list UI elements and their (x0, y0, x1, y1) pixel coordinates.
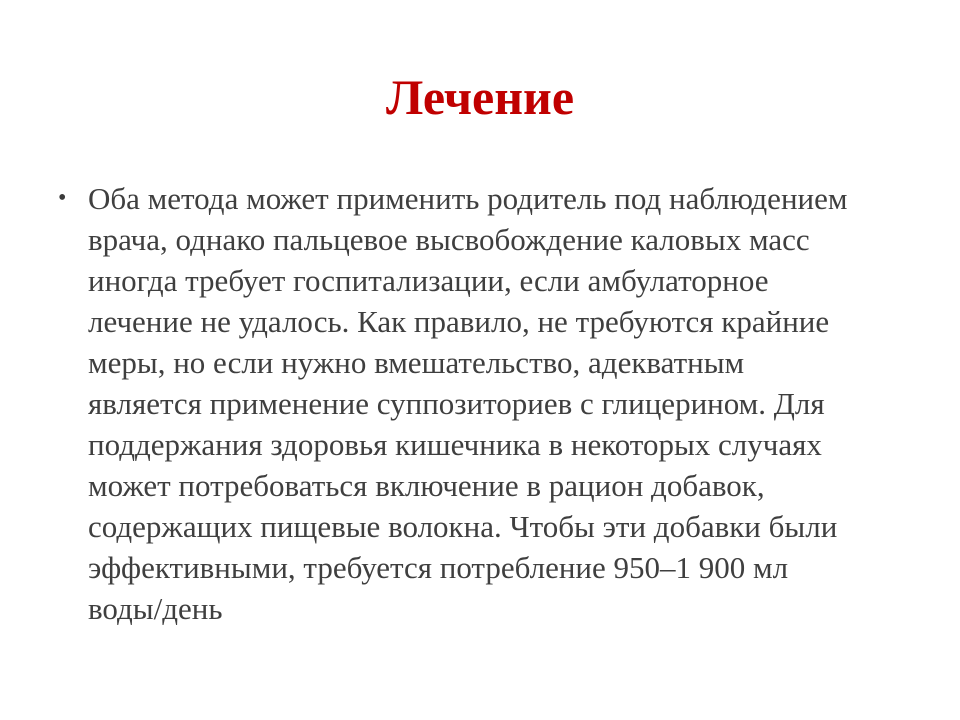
text-line: поддержания здоровья кишечника в некоторых случаях (88, 427, 822, 462)
text-line: содержащих пищевые волокна. Чтобы эти добавки были (88, 509, 838, 544)
text-line: меры, но если нужно вмешательство, адекватным (88, 345, 745, 380)
text-line: Оба метода может применить родитель под наблюдением (88, 181, 848, 216)
text-line: является применение суппозиториев с глицерином. Для (88, 386, 825, 421)
bullet-item (58, 178, 898, 629)
text-line: врача, однако пальцевое высвобождение каловых масс (88, 222, 810, 257)
text-line: лечение не удалось. Как правило, не требуются крайние (88, 304, 830, 339)
text-line: эффективными, требуется потребление 950–1 900 мл (88, 550, 789, 585)
slide-content (58, 178, 898, 629)
bullet-text (88, 178, 898, 629)
bullet-marker: • (58, 185, 67, 211)
text-line: может потребоваться включение в рацион добавок, (88, 468, 765, 503)
slide-title: Лечение (385, 69, 575, 125)
text-line: воды/день (88, 591, 223, 626)
text-line: иногда требует госпитализации, если амбулаторное (88, 263, 769, 298)
